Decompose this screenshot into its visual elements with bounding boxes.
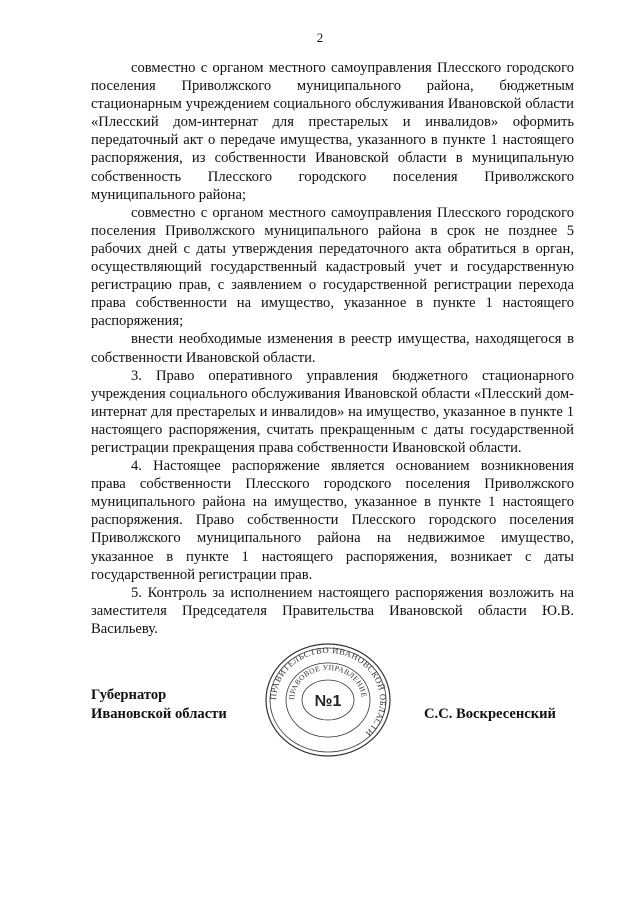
paragraph-item-5: 5. Контроль за исполнением настоящего распоряжения возложить на заместителя Председателя Правительства Ивановской области Ю.В. Васильеву. <box>91 584 574 637</box>
signatory-title-line1: Губернатор <box>91 687 167 703</box>
paragraph-registry: внести необходимые изменения в реестр имущества, находящегося в собственности Ивановской области. <box>91 331 574 366</box>
official-seal <box>264 641 392 759</box>
paragraph-item-3: 3. Право оперативного управления бюджетного стационарного учреждения социального обслуживания Ивановской области «Плесский дом-интернат для престарелых и инвалидов» на имущество, указанное в пункте 1 настоящего распоряжения, считать прекращенным с даты государственной регистрации прекращения права собственности Ивановской области. <box>91 367 574 456</box>
paragraph-transfer-act: совместно с органом местного самоуправления Плесского городского поселения Приволжского муниципального района, бюджетным стационарным учреждением социального обслуживания Ивановской области «Плесский дом-интернат для престарелых и инвалидов» оформить передаточный акт о передаче имущества, указанного в пункте 1 настоящего распоряжения, из собственности Ивановской области в муниципальную собственность Плесского городского поселения Приволжского муниципального района; <box>91 60 574 203</box>
document-body <box>91 59 574 638</box>
seal-inner-text: ПРАВОВОЕ УПРАВЛЕНИЕ <box>286 662 369 701</box>
signatory-name: С.С. Воскресенский <box>424 706 556 722</box>
paragraph-registration: совместно с органом местного самоуправления Плесского городского поселения Приволжского муниципального района в срок не позднее 5 рабочих дней с даты утверждения передаточного акта обратиться в орган, осуществляющий государственный кадастровый учет и государственную регистрацию прав, с заявлением о государственной регистрации перехода права собственности на имущество, указанное в пункте 1 настоящего распоряжения; <box>91 204 574 330</box>
paragraph-item-4: 4. Настоящее распоряжение является основанием возникновения права собственности Плесского городского поселения Приволжского муниципального района на имущество, указанное в пункте 1 настоящего распоряжения. Право собственности Плесского городского поселения Приволжского муниципального района на недвижимое имущество, указанное в пункте 1 настоящего распоряжения, возникает с даты государственной регистрации прав. <box>91 458 574 583</box>
signatory-title <box>91 686 227 723</box>
page-number: 2 <box>316 30 324 45</box>
seal-number: №1 <box>314 693 342 710</box>
seal-outer-text: ПРАВИТЕЛЬСТВО ИВАНОВСКОЙ ОБЛАСТИ <box>267 644 389 739</box>
signatory-title-line2: Ивановской области <box>91 705 227 722</box>
